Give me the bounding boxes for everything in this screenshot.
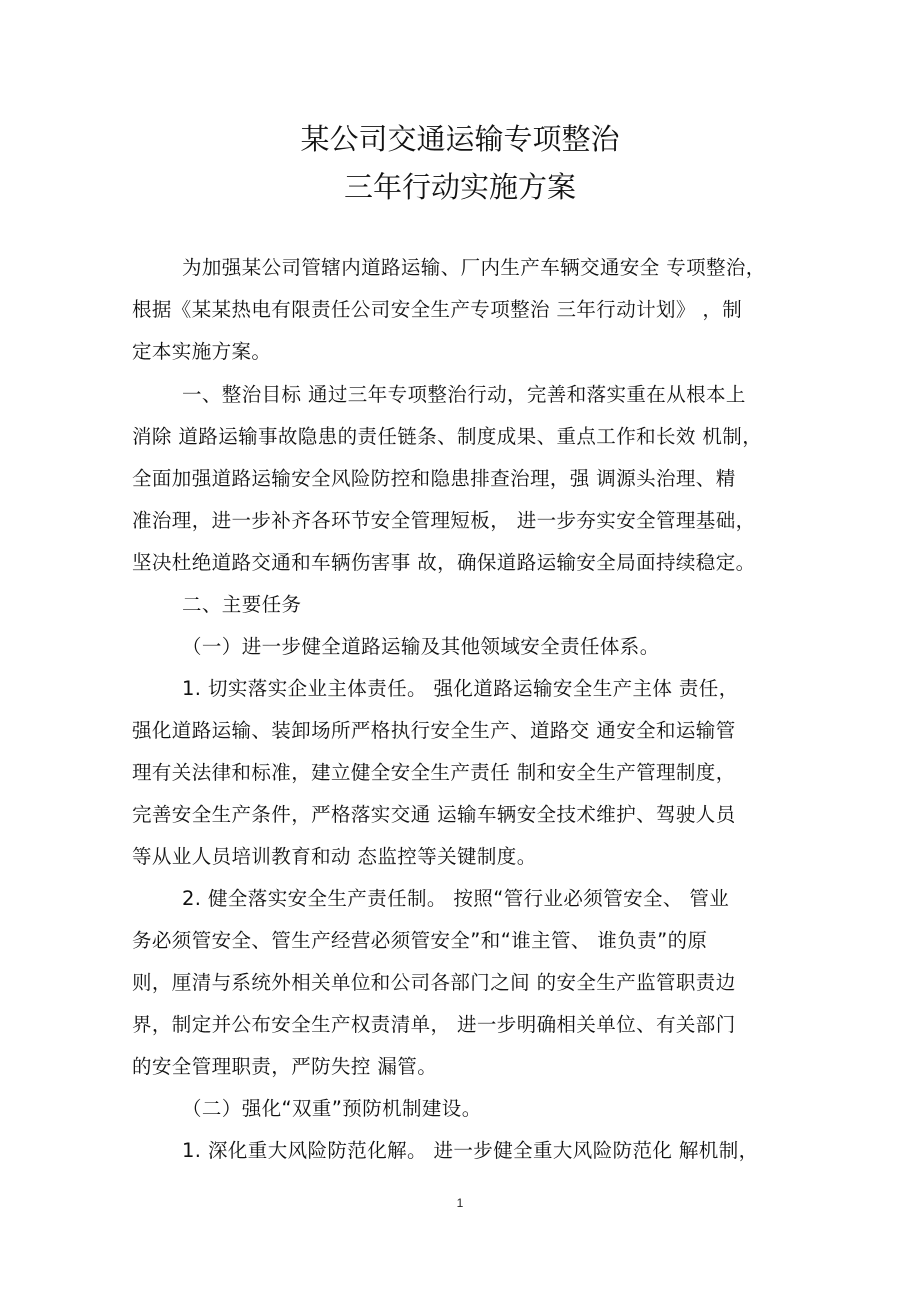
body-line: 则，厘清与系统外相关单位和公司各部门之间 的安全生产监管职责边 — [132, 971, 736, 994]
body-line: 1. 切实落实企业主体责任。 强化道路运输安全生产主体 责任， — [182, 677, 739, 700]
section-heading: 二、主要任务 — [182, 593, 302, 616]
page-number: 1 — [456, 1196, 464, 1210]
body-line: 界，制定并公布安全生产权责清单， 进一步明确相关单位、有关部门 — [132, 1013, 736, 1036]
body-line: 一、整治目标 通过三年专项整治行动，完善和落实重在从根本上 — [182, 383, 746, 406]
subsection-heading: （一）进一步健全道路运输及其他领域安全责任体系。 — [182, 635, 660, 658]
body-line: 根据《某某热电有限责任公司安全生产专项整治 三年行动计划》 ，制 — [132, 298, 743, 321]
body-line: 全面加强道路运输安全风险防控和隐患排查治理，强 调源头治理、精 — [132, 467, 736, 490]
subsection-heading: （二）强化“双重”预防机制建设。 — [182, 1097, 482, 1120]
body-line: 1. 深化重大风险防范化解。 进一步健全重大风险防范化 解机制， — [182, 1139, 759, 1162]
body-line: 等从业人员培训教育和动 态监控等关键制度。 — [132, 845, 537, 868]
body-line: 理有关法律和标准，建立健全安全生产责任 制和安全生产管理制度， — [132, 761, 736, 784]
body-line: 务必须管安全、管生产经营必须管安全”和“谁主管、 谁负责”的原 — [132, 929, 708, 952]
body-line: 为加强某公司管辖内道路运输、厂内生产车辆交通安全 专项整治， — [182, 256, 766, 279]
body-line: 完善安全生产条件，严格落实交通 运输车辆安全技术维护、驾驶人员 — [132, 803, 736, 826]
body-line: 强化道路运输、装卸场所严格执行安全生产、道路交 通安全和运输管 — [132, 719, 736, 742]
body-line: 2. 健全落实安全生产责任制。 按照“管行业必须管安全、 管业 — [182, 887, 730, 910]
body-line: 的安全管理职责，严防失控 漏管。 — [132, 1055, 438, 1078]
document-title-line2: 三年行动实施方案 — [343, 170, 576, 204]
body-line: 准治理，进一步补齐各环节安全管理短板， 进一步夯实安全管理基础， — [132, 509, 756, 532]
body-line: 定本实施方案。 — [132, 340, 272, 363]
body-line: 坚决杜绝道路交通和车辆伤害事 故，确保道路运输安全局面持续稳定。 — [132, 551, 756, 574]
body-line: 消除 道路运输事故隐患的责任链条、制度成果、重点工作和长效 机制， — [132, 425, 763, 448]
document-title-line1: 某公司交通运输专项整治 — [300, 122, 620, 156]
